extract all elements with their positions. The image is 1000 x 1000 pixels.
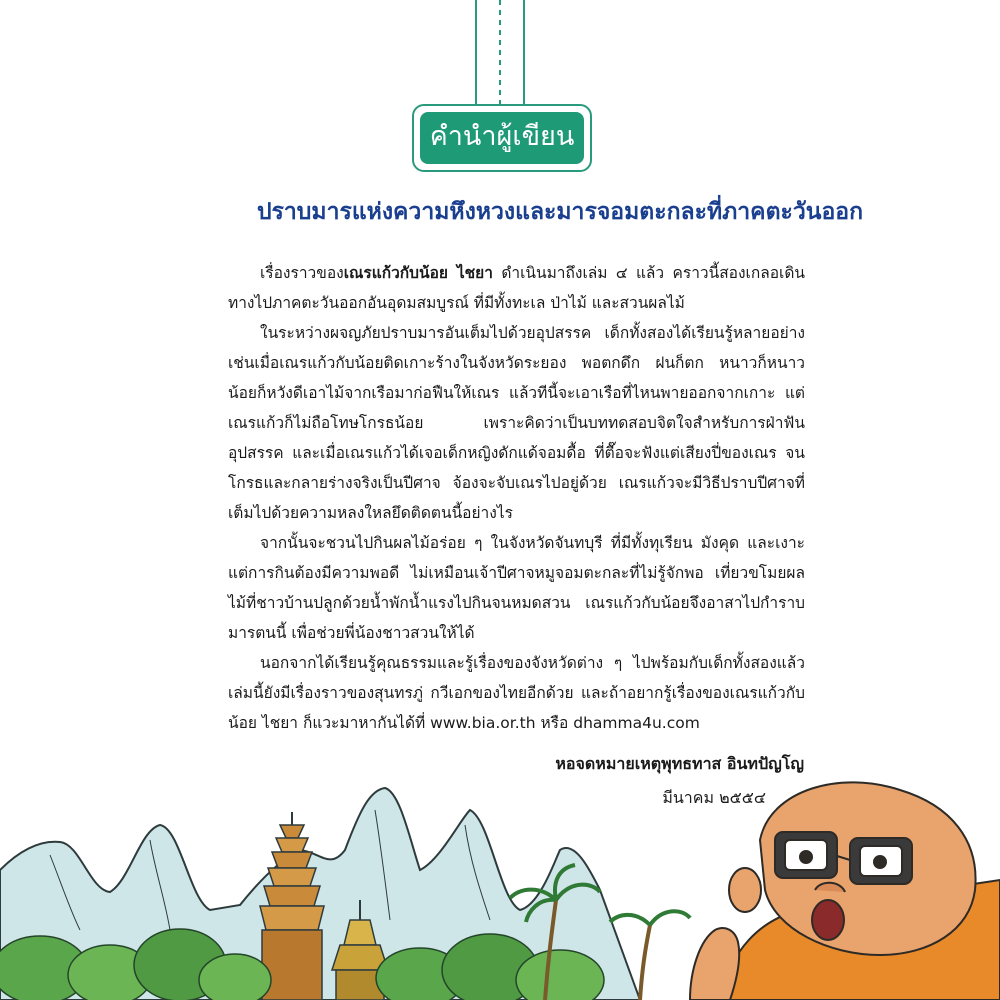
paragraph-1-rest: ดำเนินมาถึงเล่ม ๔ แล้ว คราวนี้สองเกลอเดินทางไปภาคตะวันออกอันอุดมสมบูรณ์ ที่มีทั้งทะเล ป่าไม้ และสวนผลไม้ [228,264,805,312]
monk-character-icon [690,782,1000,1000]
hanging-ribbon [468,0,532,108]
paragraph-1 [228,258,805,318]
paragraph-1-bold: เณรแก้วกับน้อย ไชยา [343,264,493,282]
heading-badge [412,104,592,172]
page-title: คำนำผู้เขียน [420,112,584,164]
signature-date: มีนาคม ๒๕๕๔ [662,788,766,807]
paragraph-4: นอกจากได้เรียนรู้คุณธรรมและรู้เรื่องของจังหวัดต่าง ๆ ไปพร้อมกับเด็กทั้งสองแล้ว เล่มนี้ยังมีเรื่องราวของสุนทรภู่ กวีเอกของไทยอีกด้วย และถ้าอยากรู้เรื่องของเณรแก้วกับน้อย ไชยา ก็แวะมาหากันได้ที่ www.bia.or.th หรือ dhamma4u.com [228,654,805,732]
body-text [228,258,805,738]
paragraph-2: ในระหว่างผจญภัยปราบมารอันเต็มไปด้วยอุปสรรค เด็กทั้งสองได้เรียนรู้หลายอย่าง เช่นเมื่อเณรแก้วกับน้อยติดเกาะร้างในจังหวัดระยอง พอตกดึก ฝนก็ตก หนาวก็หนาว น้อยก็หวังดีเอาไม้จากเรือมาก่อฟืนให้เณร แล้วทีนี้จะเอาเรือที่ไหนพายออกจากเกาะ แต่เณรแก้วก็ไม่ถือโทษโกรธน้อย เพราะคิดว่าเป็นบททดสอบจิตใจสำหรับการฝ่าฟันอุปสรรค และเมื่อเณรแก้วได้เจอเด็กหญิงดักแด้จอมดื้อ ที่ตื๊อจะฟังแต่เสียงปี่ของเณร จนโกรธและกลายร่างจริงเป็นปีศาจ จ้องจะจับเณรไปอยู่ด้วย เณรแก้วจะมีวิธีปราบปีศาจที่เต็มไปด้วยความหลงใหลยึดติดตนนี้อย่างไร [228,324,805,522]
illustration [0,780,1000,1000]
paragraph-1-prefix: เรื่องราวของ [260,264,344,282]
paragraph-3: จากนั้นจะชวนไปกินผลไม้อร่อย ๆ ในจังหวัดจันทบุรี ที่มีทั้งทุเรียน มังคุด และเงาะ แต่การกินต้องมีความพอดี ไม่เหมือนเจ้าปีศาจหมูจอมตะกละที่ไม่รู้จักพอ เที่ยวขโมยผลไม้ที่ชาวบ้านปลูกด้วยน้ำพักน้ำแรงไปกินจนหมดสวน เณรแก้วกับน้อยจึงอาสาไปกำราบมารตนนี้ เพื่อช่วยพี่น้องชาวสวนให้ได้ [228,534,805,642]
subtitle: ปราบมารแห่งความหึงหวงและมารจอมตะกละที่ภาคตะวันออก [256,199,864,225]
author-signature: หอจดหมายเหตุพุทธทาส อินทปัญโญ [555,754,804,773]
